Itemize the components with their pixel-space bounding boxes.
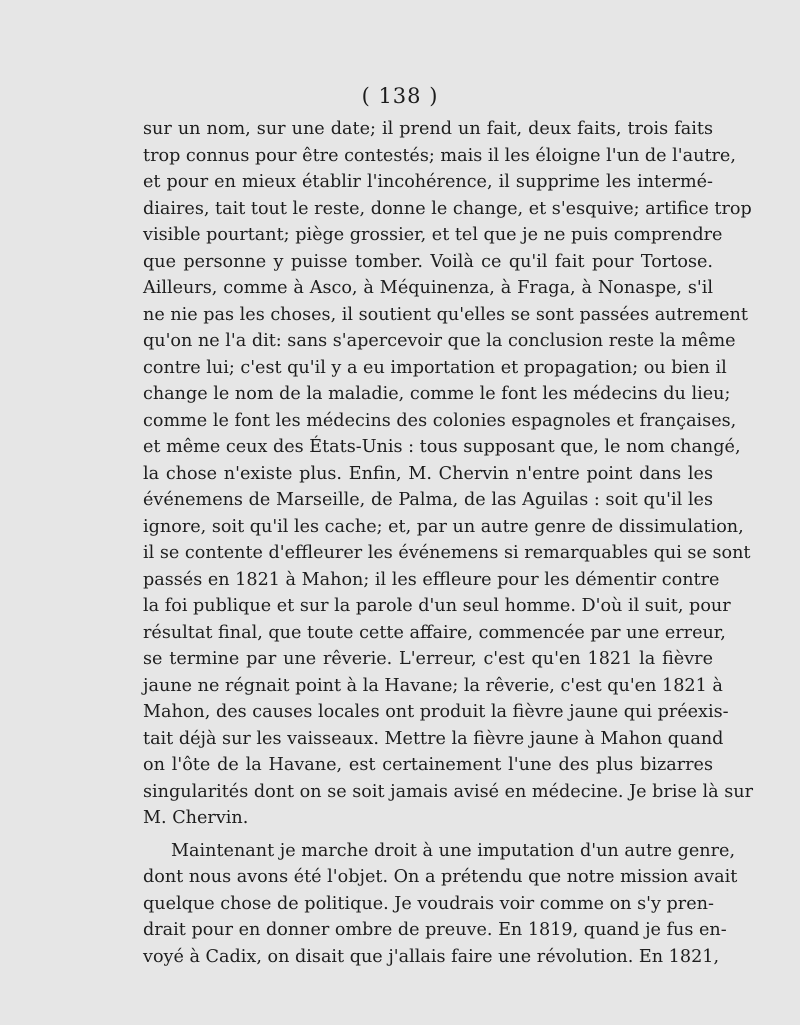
text-line: quelque chose de politique. Je voudrais voir comme on s'y pren- [143, 893, 714, 914]
paragraph [143, 116, 753, 832]
text-line: contre lui; c'est qu'il y a eu importation et propagation; ou bien il [143, 357, 727, 378]
page-number: ( 138 ) [361, 84, 439, 108]
text-line: la chose n'existe plus. Enfin, M. Chervin n'entre point dans les [143, 463, 713, 484]
text-line: Ailleurs, comme à Asco, à Méquinenza, à Fraga, à Nonaspe, s'il [143, 278, 713, 298]
text-line: tait déjà sur les vaisseaux. Mettre la fièvre jaune à Mahon quand [143, 728, 724, 749]
text-line: que personne y puisse tomber. Voilà ce qu'il fait pour Tortose. [143, 251, 713, 272]
text-line: on l'ôte de la Havane, est certainement l'une des plus bizarres [143, 755, 713, 775]
text-line: diaires, tait tout le reste, donne le change, et s'esquive; artifice trop [143, 198, 752, 219]
text-line: la foi publique et sur la parole d'un seul homme. D'où il suit, pour [143, 596, 731, 616]
text-line: drait pour en donner ombre de preuve. En 1819, quand je fus en- [143, 920, 727, 940]
paragraph [143, 838, 738, 971]
text-line: change le nom de la maladie, comme le font les médecins du lieu; [143, 384, 731, 404]
text-line: sur un nom, sur une date; il prend un fait, deux faits, trois faits [143, 119, 713, 139]
text-line: Mahon, des causes locales ont produit la fièvre jaune qui préexis- [143, 702, 729, 722]
text-line: comme le font les médecins des colonies espagnoles et françaises, [143, 410, 737, 431]
body-text [143, 116, 753, 970]
text-line: événemens de Marseille, de Palma, de las Aguilas : soit qu'il les [143, 490, 713, 510]
text-line: et pour en mieux établir l'incohérence, il supprime les intermé- [143, 172, 713, 192]
text-line: il se contente d'effleurer les événemens si remarquables qui se sont [143, 543, 751, 563]
text-line: résultat final, que toute cette affaire, commencée par une erreur, [143, 622, 726, 643]
text-line: voyé à Cadix, on disait que j'allais faire une révolution. En 1821, [143, 946, 720, 967]
text-line: ne nie pas les choses, il soutient qu'elles se sont passées autrement [143, 304, 748, 325]
text-line: se termine par une rêverie. L'erreur, c'est qu'en 1821 la fièvre [143, 649, 713, 669]
text-line: ignore, soit qu'il les cache; et, par un autre genre de dissimulation, [143, 516, 744, 537]
text-line: dont nous avons été l'objet. On a prétendu que notre mission avait [143, 867, 738, 887]
text-line: passés en 1821 à Mahon; il les effleure pour les démentir contre [143, 569, 720, 590]
text-line: trop connus pour être contestés; mais il les éloigne l'un de l'autre, [143, 145, 736, 166]
text-line: qu'on ne l'a dit: sans s'apercevoir que la conclusion reste la même [143, 331, 736, 351]
text-line: M. Chervin. [143, 808, 249, 828]
text-line: singularités dont on se soit jamais avisé en médecine. Je brise là sur [143, 781, 753, 802]
text-line: visible pourtant; piège grossier, et tel que je ne puis comprendre [143, 225, 723, 245]
text-line: et même ceux des États-Unis : tous supposant que, le nom changé, [143, 437, 741, 457]
text-line: jaune ne régnait point à la Havane; la rêverie, c'est qu'en 1821 à [143, 675, 723, 696]
text-line: Maintenant je marche droit à une imputation d'un autre genre, [171, 840, 736, 861]
